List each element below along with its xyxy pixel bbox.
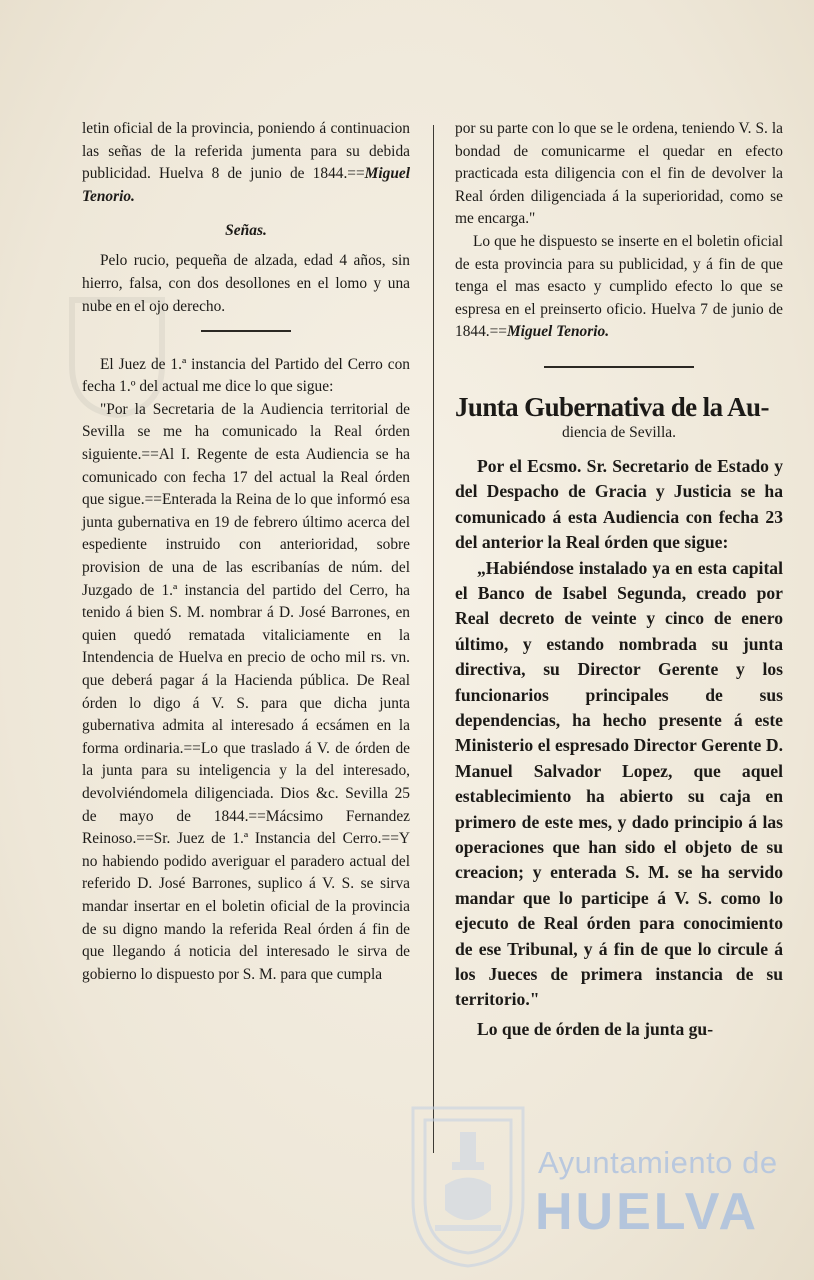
left-paragraph-3: "Por la Secretaria de la Audiencia territorial de Sevilla se me ha comunicado la Real órden siguiente.==Al I. Regente de esta Audiencia se ha comunicado con fecha 17 del actual la Real órden que sigue.==Enterada la Reina de lo que informó esa junta gubernativa en 19 de febrero último acerca del espediente instruido con anterioridad, sobre provision de una de las escribanías de núm. del Juzgado de 1.ª instancia del partido del Cerro, ha tenido á bien S. M. nombrar á D. José Barrones, en quien quedó rematada vitaliciamente en la Intendencia de Huelva en precio de ocho mil rs. vn. que deberá pagar á la Hacienda pública. De Real órden lo digo á V. S. para que dicha junta gubernativa admita al interesado á ecsámen en la forma ordinaria.==Lo que traslado á V. de órden de la junta para su inteligencia y la del interesado, devolviéndomela diligenciada. Dios &c. Sevilla 25 de mayo de 1844.==Mácsimo Fernandez Reinoso.==Sr. Juez de 1.ª Instancia del Cerro.==Y no habiendo podido averiguar el paradero actual del referido D. José Barrones, suplico á V. S. se sirva mandar insertar en el boletin oficial de la provincia de su digno mando la referida Real órden á fin de que llegando á noticia del interesado le sirva de gobierno lo dispuesto por S. M. para que cumpla xyxy=(82,400,410,983)
signature-tenorio-2: Miguel Tenorio. xyxy=(507,323,610,341)
right-column xyxy=(455,118,783,1042)
signature-tenorio-1: Miguel Tenorio. xyxy=(82,165,410,205)
left-paragraph-1-text: letin oficial de la provincia, poniendo á continuacion las señas de la referida jumenta para su debida publicidad. Huelva 8 de junio de 1844.== xyxy=(82,120,410,183)
senas-title: Señas. xyxy=(225,222,267,240)
section-heading-sub: diencia de Sevilla. xyxy=(561,423,677,441)
right-paragraph-2-text: Lo que he dispuesto se inserte en el boletin oficial de esta provincia para su publicidad, y á fin de que tenga el mas esacto y cumplido efecto lo que se espresa en el preinserto oficio. Huelva 7 de junio de 1844.== xyxy=(455,232,783,341)
right-paragraph-5: Lo que de órden de la junta gu- xyxy=(477,1018,714,1039)
senas-text: Pelo rucio, pequeña de alzada, edad 4 años, sin hierro, falsa, con dos desollones en el lomo y una nube en el ojo derecho. xyxy=(82,252,410,315)
right-paragraph-1: por su parte con lo que se le ordena, teniendo V. S. la bondad de comunicarme el quedar en efecto practicada esta diligencia con el fin de devolver la Real órden diligenciada á la superioridad, como se me encarga." xyxy=(455,120,783,228)
column-divider xyxy=(433,125,434,1153)
right-paragraph-2 xyxy=(455,231,783,344)
watermark-line-2: HUELVA xyxy=(535,1183,760,1241)
left-paragraph-2: El Juez de 1.ª instancia del Partido del Cerro con fecha 1.º del actual me dice lo que sigue: xyxy=(82,355,410,396)
left-paragraph-1 xyxy=(82,118,410,208)
separator-long xyxy=(544,366,694,368)
watermark-line-1: Ayuntamiento de xyxy=(538,1145,778,1180)
right-paragraph-3: Por el Ecsmo. Sr. Secretario de Estado y del Despacho de Gracia y Justicia se ha comunicado á esta Audiencia con fecha 23 del anterior la Real órden que sigue: xyxy=(455,455,783,553)
section-heading: Junta Gubernativa de la Au- xyxy=(455,391,769,422)
left-column xyxy=(82,118,410,986)
separator-short xyxy=(201,330,291,332)
right-paragraph-4: „Habiéndose instalado ya en esta capital el Banco de Isabel Segunda, creado por Real decreto de veinte y cinco de enero último, y estando nombrada su junta directiva, su Director Gerente y los funcionarios principales de sus dependencias, ha hecho presente á este Ministerio el espresado Director Gerente D. Manuel Salvador Lopez, que aquel establecimiento ha abierto su caja en primero de este mes, y dado principio á las operaciones que han sido el objeto de su creacion; y enterada S. M. se ha servido mandar que lo participe á V. S. como lo ejecuto de Real órden para conocimiento de ese Tribunal, y á fin de que lo circule á los Jueces de primera instancia de su territorio." xyxy=(455,557,783,1010)
